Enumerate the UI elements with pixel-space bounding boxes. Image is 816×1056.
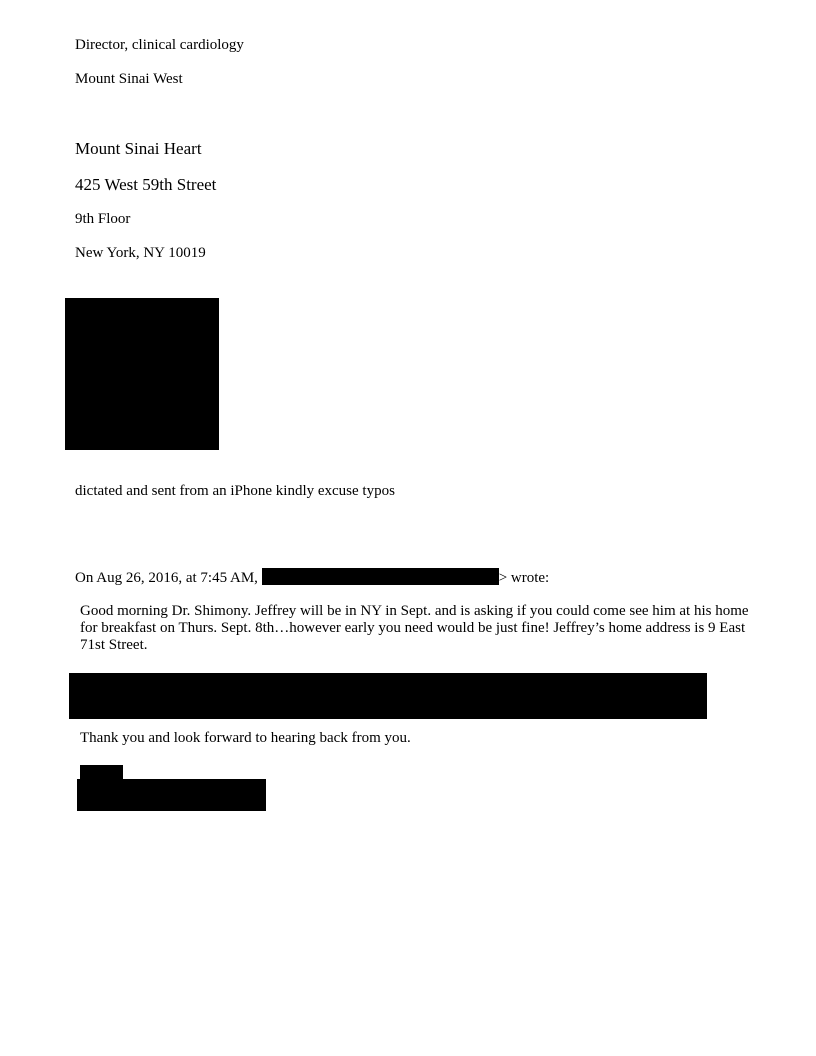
quote-header-prefix: On Aug 26, 2016, at 7:45 AM,	[75, 570, 258, 586]
quoted-message-closing: Thank you and look forward to hearing back from you.	[80, 730, 411, 746]
signature-floor: 9th Floor	[75, 211, 131, 227]
signature-hospital: Mount Sinai West	[75, 71, 183, 87]
dictation-note: dictated and sent from an iPhone kindly excuse typos	[75, 483, 395, 499]
signature-city: New York, NY 10019	[75, 245, 206, 261]
redaction-block-wide	[69, 673, 707, 719]
redaction-sender-email	[262, 568, 499, 585]
signature-department: Mount Sinai Heart	[75, 139, 202, 158]
quoted-message-paragraph: Good morning Dr. Shimony. Jeffrey will be in NY in Sept. and is asking if you could come see him at his home for breakfast on Thurs. Sept. 8th…however early you need would be just fine! Jeffrey’s home address is 9 East 71st Street.	[80, 603, 749, 653]
signature-title: Director, clinical cardiology	[75, 37, 244, 53]
signature-street: 425 West 59th Street	[75, 175, 217, 194]
redaction-block-image	[65, 298, 219, 450]
quote-header-suffix: > wrote:	[498, 570, 550, 586]
quote-header	[75, 568, 549, 587]
redaction-block-signer	[77, 779, 266, 811]
